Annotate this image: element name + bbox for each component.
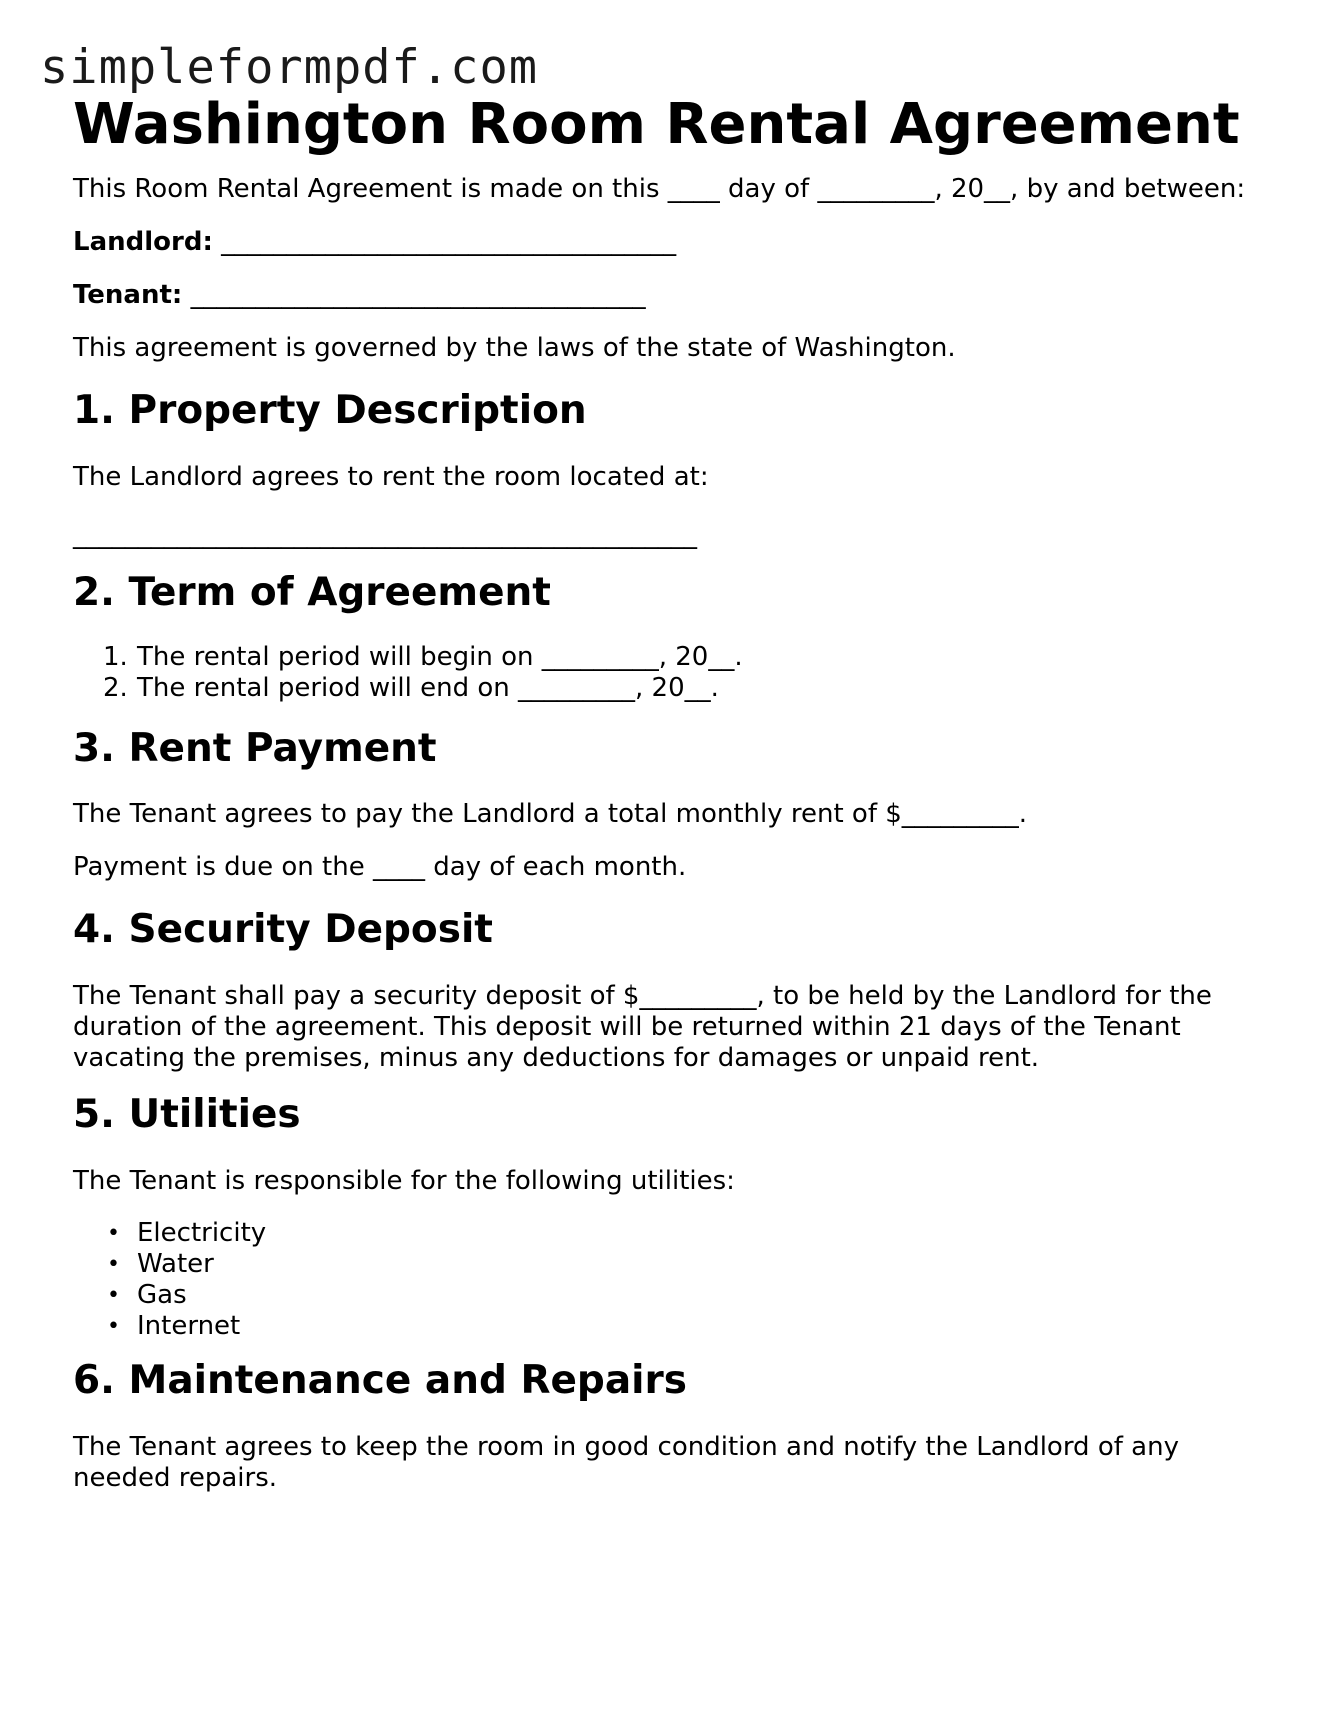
term-list: [73, 642, 743, 704]
landlord-label: Landlord:: [73, 227, 213, 257]
heading-term-of-agreement: 2. Term of Agreement: [73, 570, 551, 615]
tenant-line: [73, 280, 646, 311]
term-end-text: The rental period will end on _________, 20__.: [137, 673, 719, 703]
maintenance-text: The Tenant agrees to keep the room in good condition and notify the Landlord of any needed repairs.: [73, 1432, 1179, 1493]
term-end-item: [73, 673, 743, 704]
deposit-text: The Tenant shall pay a security deposit of $_________, to be held by the Landlord for the duration of the agreement. This deposit will be returned within 21 days of the Tenant vacating the premises, minus any deductions for damages or unpaid rent.: [73, 981, 1212, 1073]
heading-utilities: 5. Utilities: [73, 1092, 301, 1137]
utilities-list: [73, 1218, 266, 1342]
property-text: The Landlord agrees to rent the room located at:: [73, 462, 709, 492]
bullet-marker: •: [107, 1314, 120, 1339]
tenant-blank: ___________________________________: [190, 280, 646, 310]
utilities-text: The Tenant is responsible for the following utilities:: [73, 1166, 735, 1196]
utility-item-water: [73, 1249, 266, 1280]
document-title: Washington Room Rental Agreement: [73, 92, 1240, 157]
utility-item-internet: [73, 1311, 266, 1342]
bullet-marker: •: [107, 1283, 120, 1308]
utility-item-electricity: [73, 1218, 266, 1249]
utility-label: Electricity: [137, 1218, 267, 1248]
tenant-label: Tenant:: [73, 280, 183, 310]
list-marker: 1.: [103, 642, 128, 672]
rent-due-text: Payment is due on the ____ day of each month.: [73, 852, 687, 882]
heading-security-deposit: 4. Security Deposit: [73, 907, 493, 952]
list-marker: 2.: [103, 673, 128, 703]
term-begin-item: [73, 642, 743, 673]
rent-amount-text: The Tenant agrees to pay the Landlord a total monthly rent of $_________.: [73, 799, 1028, 829]
bullet-marker: •: [107, 1252, 120, 1277]
utility-label: Water: [137, 1249, 214, 1279]
heading-property-description: 1. Property Description: [73, 388, 587, 433]
site-watermark: simpleformpdf.com: [40, 40, 539, 95]
governing-law: This agreement is governed by the laws of the state of Washington.: [73, 333, 956, 363]
term-begin-text: The rental period will begin on _________, 20__.: [137, 642, 743, 672]
utility-label: Internet: [137, 1311, 241, 1341]
bullet-marker: •: [107, 1221, 120, 1246]
landlord-blank: ___________________________________: [221, 227, 677, 257]
landlord-line: [73, 227, 676, 258]
intro-made-on: This Room Rental Agreement is made on this ____ day of _________, 20__, by and between:: [73, 174, 1246, 204]
property-address-blank: ________________________________________________: [73, 520, 697, 550]
utility-item-gas: [73, 1280, 266, 1311]
utility-label: Gas: [137, 1280, 187, 1310]
heading-rent-payment: 3. Rent Payment: [73, 726, 437, 771]
heading-maintenance-repairs: 6. Maintenance and Repairs: [73, 1358, 687, 1403]
